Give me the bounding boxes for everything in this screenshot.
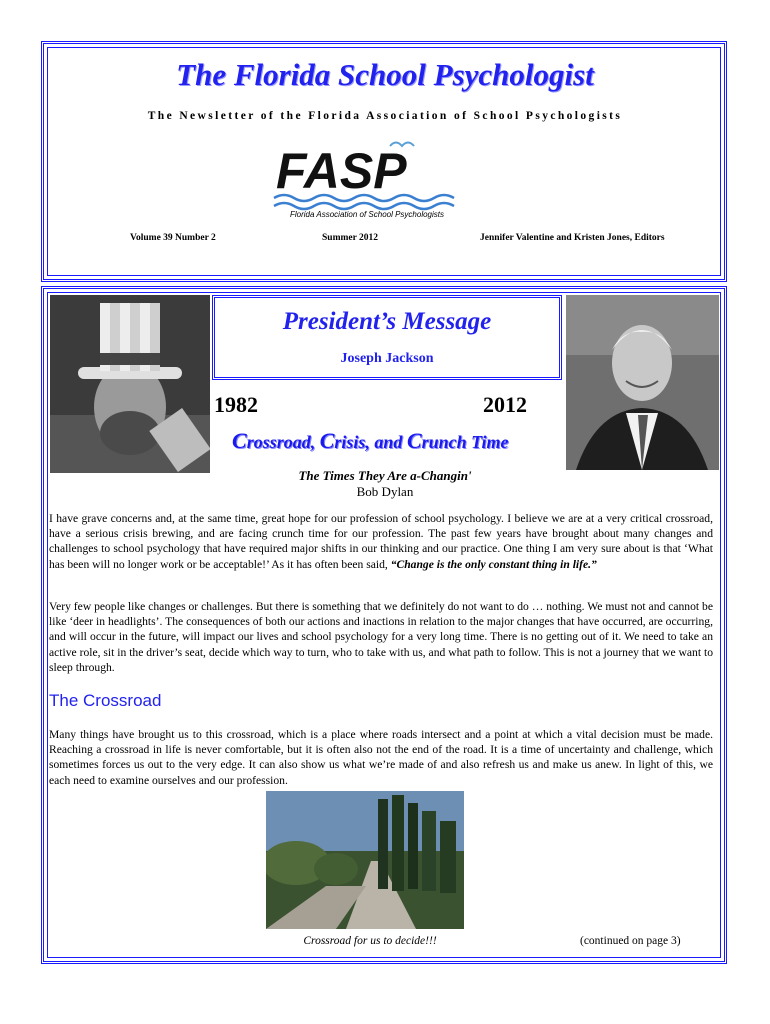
headline-word-1: rossroad, — [246, 432, 320, 452]
headline-word-3: runch Time — [421, 432, 509, 452]
president-name: Joseph Jackson — [340, 351, 434, 366]
wave-icon-2 — [274, 203, 454, 209]
quote-attribution: Bob Dylan — [356, 484, 414, 499]
presidents-message-box — [212, 295, 562, 380]
headline-cap-3: C — [406, 428, 422, 453]
year-left: 1982 — [214, 392, 258, 417]
fasp-logo-text: FASP — [276, 143, 407, 199]
headline-cap-2: C — [319, 428, 335, 453]
section-heading-crossroad: The Crossroad — [49, 691, 162, 710]
quote-text: The Times They Are a-Changin' — [298, 468, 472, 483]
paragraph-1-text: I have grave concerns and, at the same time, great hope for our profession of school psychology. I believe we are at a very critical crossroad, have a serious crisis brewing, and are facing crunch time for our profession. The past few years have brought about many changes and challenges to school psychology that have required major shifts in our thinking and our practice. One thing I am very sure about is that ‘What has been will no longer work or be acceptable!’ As it has often been said, — [49, 512, 713, 571]
issue-season: Summer 2012 — [322, 233, 379, 243]
president-photo-1982 — [50, 295, 210, 473]
continued-note: (continued on page 3) — [580, 935, 681, 947]
crossroad-photo-caption: Crossroad for us to decide!!! — [303, 935, 437, 947]
paragraph-2: Very few people like changes or challenges. But there is something that we definitely do not want to do … nothing. We must not and cannot be like ‘deer in headlights’. The consequences of both our actions and inactions in relation to the major changes that have occurred, are occurring, and will occur in the future, will impact our lives and school psychology for a very long time. There is no getting out of it. We need to take an active role, sit in the driver’s seat, decide which way to turn, who to take with us, and what path to follow. This is not a journey that we want to sleep through. — [49, 600, 713, 674]
newsletter-subtitle: The Newsletter of the Florida Association of School Psychologists — [147, 110, 623, 122]
year-right: 2012 — [483, 392, 527, 417]
headline-word-2: risis, and — [334, 432, 407, 452]
fasp-logo — [272, 136, 462, 216]
newsletter-title: The Florida School Psychologist — [176, 57, 594, 92]
paragraph-3: Many things have brought us to this crossroad, which is a place where roads intersect and a point at which a vital decision must be made. Reaching a crossroad in life is never comfortable, but it is often also not the end of the road. It is a time of uncertainty and challenge, which sometimes forces us out to the very edge. It can also show us what we’re made of and also refresh us and make us anew. In light of this, we each need to examine ourselves and our profession. — [49, 728, 713, 787]
paragraph-1 — [49, 511, 713, 572]
editors: Jennifer Valentine and Kristen Jones, Editors — [480, 233, 665, 243]
crossroad-photo — [266, 791, 464, 929]
logo-caption: Florida Association of School Psychologists — [290, 210, 444, 219]
paragraph-1-emphasis: “Change is the only constant thing in life.” — [390, 557, 597, 571]
presidents-message-title: President’s Message — [282, 308, 492, 335]
article-headline — [232, 428, 508, 454]
president-photo-2012 — [566, 295, 719, 470]
volume-number: Volume 39 Number 2 — [130, 233, 216, 243]
headline-cap-1: C — [232, 428, 247, 453]
